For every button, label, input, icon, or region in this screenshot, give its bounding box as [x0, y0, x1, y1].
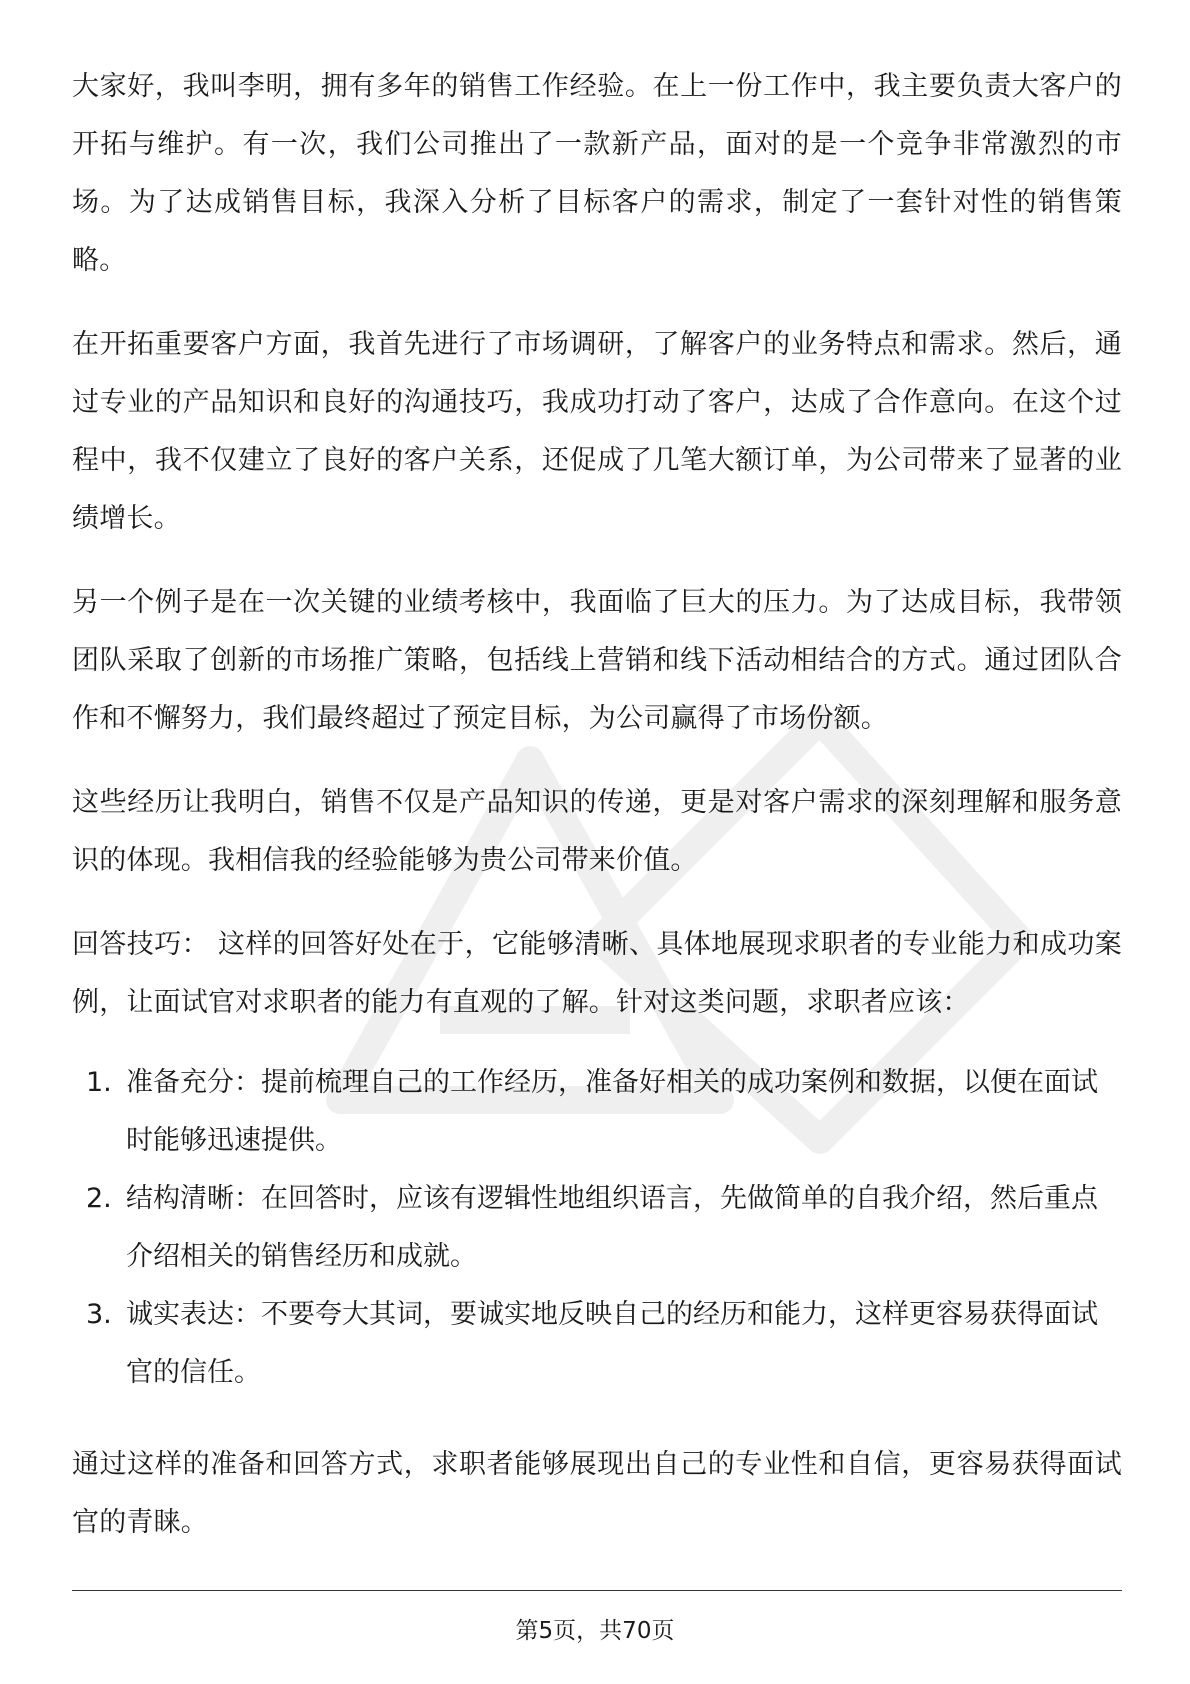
list-item [72, 1286, 1122, 1402]
list-item [72, 1170, 1122, 1286]
paragraph-answer-tips: 回答技巧： 这样的回答好处在于，它能够清晰、具体地展现求职者的专业能力和成功案例，让面试官对求职者的能力有直观的了解。针对这类问题，求职者应该： [72, 929, 1122, 1018]
paragraph-closing: 通过这样的准备和回答方式，求职者能够展现出自己的专业性和自信，更容易获得面试官的青睐。 [72, 1449, 1122, 1538]
page-number: 第5页，共70页 [515, 1618, 675, 1644]
list-item-text: 准备充分：提前梳理自己的工作经历，准备好相关的成功案例和数据，以便在面试时能够迅速提供。 [126, 1067, 1098, 1156]
list-item-text: 诚实表达：不要夸大其词，要诚实地反映自己的经历和能力，这样更容易获得面试官的信任。 [126, 1299, 1098, 1388]
footer-divider [72, 1590, 1122, 1591]
paragraph-performance-review: 另一个例子是在一次关键的业绩考核中，我面临了巨大的压力。为了达成目标，我带领团队采取了创新的市场推广策略，包括线上营销和线下活动相结合的方式。通过团队合作和不懈努力，我们最终超过了预定目标，为公司赢得了市场份额。 [72, 587, 1122, 734]
list-item-number: 3. [86, 1299, 112, 1330]
document-body [72, 58, 1122, 1552]
paragraph-lessons: 这些经历让我明白，销售不仅是产品知识的传递，更是对客户需求的深刻理解和服务意识的体现。我相信我的经验能够为贵公司带来价值。 [72, 787, 1122, 876]
paragraph-intro: 大家好，我叫李明，拥有多年的销售工作经验。在上一份工作中，我主要负责大客户的开拓与维护。有一次，我们公司推出了一款新产品，面对的是一个竞争非常激烈的市场。为了达成销售目标，我深入分析了目标客户的需求，制定了一套针对性的销售策略。 [72, 71, 1122, 276]
list-item-number: 2. [86, 1183, 112, 1214]
list-item [72, 1054, 1122, 1170]
list-item-text: 结构清晰：在回答时，应该有逻辑性地组织语言，先做简单的自我介绍，然后重点介绍相关的销售经历和成就。 [126, 1183, 1098, 1272]
list-item-number: 1. [86, 1067, 112, 1098]
paragraph-key-clients: 在开拓重要客户方面，我首先进行了市场调研，了解客户的业务特点和需求。然后，通过专业的产品知识和良好的沟通技巧，我成功打动了客户，达成了合作意向。在这个过程中，我不仅建立了良好的客户关系，还促成了几笔大额订单，为公司带来了显著的业绩增长。 [72, 329, 1122, 534]
tips-list [72, 1054, 1122, 1402]
